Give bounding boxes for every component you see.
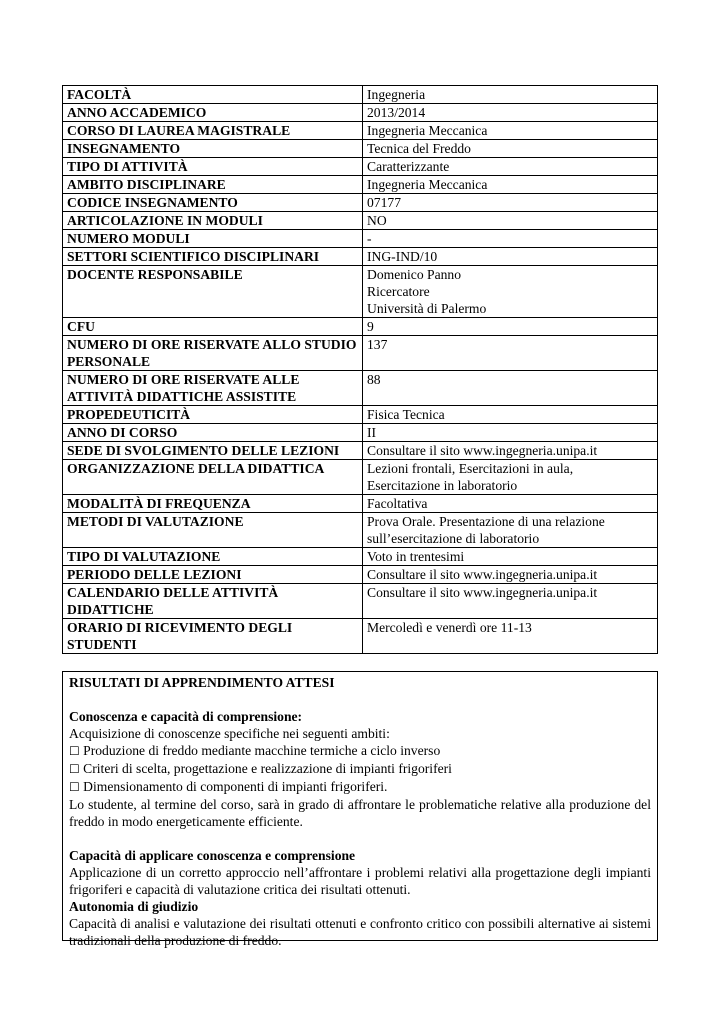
field-label: CODICE INSEGNAMENTO	[63, 194, 363, 212]
field-label: SETTORI SCIENTIFICO DISCIPLINARI	[63, 248, 363, 266]
table-row	[63, 176, 658, 194]
field-label: FACOLTÀ	[63, 86, 363, 104]
application-text: Applicazione di un corretto approccio nell’affrontare i problemi relativi alla progettazione degli impianti frigoriferi e capacità di valutazione critica dei risultati ottenuti.	[69, 865, 651, 897]
knowledge-heading: Conoscenza e capacità di comprensione:	[69, 709, 303, 724]
field-value	[363, 86, 658, 104]
table-row	[63, 619, 658, 654]
table-row	[63, 318, 658, 336]
field-label: ANNO ACCADEMICO	[63, 104, 363, 122]
field-value	[363, 406, 658, 424]
field-value	[363, 619, 658, 654]
table-row	[63, 548, 658, 566]
field-label: CALENDARIO DELLE ATTIVITÀ DIDATTICHE	[63, 584, 363, 619]
field-value-line: -	[367, 231, 372, 246]
field-value	[363, 266, 658, 318]
field-value	[363, 548, 658, 566]
field-value-line: NO	[367, 213, 387, 228]
field-value	[363, 495, 658, 513]
field-value	[363, 122, 658, 140]
field-value-line: Prova Orale. Presentazione di una relazione	[367, 514, 605, 529]
spacer	[69, 830, 651, 847]
field-label: ORGANIZZAZIONE DELLA DIDATTICA	[63, 460, 363, 495]
field-label: PROPEDEUTICITÀ	[63, 406, 363, 424]
field-value-line: 9	[367, 319, 374, 334]
table-row	[63, 212, 658, 230]
field-value	[363, 194, 658, 212]
field-value	[363, 230, 658, 248]
learning-outcomes-box	[62, 671, 658, 948]
field-value-line: Ingegneria Meccanica	[367, 177, 488, 192]
field-label: TIPO DI ATTIVITÀ	[63, 158, 363, 176]
judgement-heading: Autonomia di giudizio	[69, 899, 199, 914]
bullet-item	[69, 778, 651, 796]
table-row	[63, 442, 658, 460]
field-value-line: 07177	[367, 195, 401, 210]
field-label: TIPO DI VALUTAZIONE	[63, 548, 363, 566]
table-row	[63, 140, 658, 158]
field-value-line: Università di Palermo	[367, 301, 487, 316]
field-value-line: 137	[367, 337, 388, 352]
judgement-text: Capacità di analisi e valutazione dei risultati ottenuti e confronto critico con possibili alternative ai sistemi tradizionali della produzione di freddo.	[69, 916, 651, 948]
field-value	[363, 158, 658, 176]
table-row	[63, 194, 658, 212]
field-label: DOCENTE RESPONSABILE	[63, 266, 363, 318]
field-value	[363, 442, 658, 460]
field-label: PERIODO DELLE LEZIONI	[63, 566, 363, 584]
field-value	[363, 140, 658, 158]
field-value-line: Consultare il sito www.ingegneria.unipa.it	[367, 443, 598, 458]
table-row	[63, 584, 658, 619]
field-label: METODI DI VALUTAZIONE	[63, 513, 363, 548]
field-value-line: Ingegneria	[367, 87, 426, 102]
field-value-line: Ricercatore	[367, 284, 430, 299]
field-label: CORSO DI LAUREA MAGISTRALE	[63, 122, 363, 140]
field-value-line: Facoltativa	[367, 496, 428, 511]
field-value	[363, 104, 658, 122]
table-row	[63, 460, 658, 495]
bullet-item	[69, 760, 651, 778]
field-label: NUMERO MODULI	[63, 230, 363, 248]
field-value-line: 2013/2014	[367, 105, 426, 120]
field-value-line: Tecnica del Freddo	[367, 141, 471, 156]
field-label: INSEGNAMENTO	[63, 140, 363, 158]
field-value	[363, 318, 658, 336]
field-value-line: ING-IND/10	[367, 249, 438, 264]
field-value-line: Ingegneria Meccanica	[367, 123, 488, 138]
field-value-line: Consultare il sito www.ingegneria.unipa.it	[367, 567, 598, 582]
field-label: MODALITÀ DI FREQUENZA	[63, 495, 363, 513]
table-row	[63, 566, 658, 584]
table-row	[63, 495, 658, 513]
field-value-line: 88	[367, 372, 381, 387]
learning-outcomes-title: RISULTATI DI APPRENDIMENTO ATTESI	[69, 675, 335, 690]
table-row	[63, 248, 658, 266]
field-label: ANNO DI CORSO	[63, 424, 363, 442]
table-row	[63, 336, 658, 371]
field-value	[363, 584, 658, 619]
bullet-text: Criteri di scelta, progettazione e realizzazione di impianti frigoriferi	[83, 761, 452, 776]
table-row	[63, 424, 658, 442]
field-value-line: Esercitazione in laboratorio	[367, 478, 518, 493]
field-value-line: Consultare il sito www.ingegneria.unipa.it	[367, 585, 598, 600]
field-value-line: Caratterizzante	[367, 159, 450, 174]
field-label: ORARIO DI RICEVIMENTO DEGLI STUDENTI	[63, 619, 363, 654]
field-label: CFU	[63, 318, 363, 336]
course-info-table	[62, 85, 658, 654]
field-label: AMBITO DISCIPLINARE	[63, 176, 363, 194]
field-label: NUMERO DI ORE RISERVATE ALLE ATTIVITÀ DIDATTICHE ASSISTITE	[63, 371, 363, 406]
field-label: SEDE DI SVOLGIMENTO DELLE LEZIONI	[63, 442, 363, 460]
field-value	[363, 424, 658, 442]
field-value-line: Lezioni frontali, Esercitazioni in aula,	[367, 461, 574, 476]
field-value	[363, 336, 658, 371]
checkbox-icon: ☐	[69, 780, 80, 794]
table-row	[63, 104, 658, 122]
field-value-line: Fisica Tecnica	[367, 407, 445, 422]
table-row	[63, 371, 658, 406]
field-value-line: Domenico Panno	[367, 267, 462, 282]
field-value	[363, 566, 658, 584]
table-row	[63, 122, 658, 140]
knowledge-summary: Lo studente, al termine del corso, sarà in grado di affrontare le problematiche relative alla produzione del freddo in modo energeticamente efficiente.	[69, 797, 651, 829]
bullet-text: Dimensionamento di componenti di impianti frigoriferi.	[83, 779, 388, 794]
field-label: ARTICOLAZIONE IN MODULI	[63, 212, 363, 230]
checkbox-icon: ☐	[69, 762, 80, 776]
table-row	[63, 266, 658, 318]
course-info-body	[63, 86, 658, 654]
table-row	[63, 513, 658, 548]
field-value	[363, 248, 658, 266]
checkbox-icon: ☐	[69, 744, 80, 758]
field-value-line: II	[367, 425, 377, 440]
field-value	[363, 371, 658, 406]
bullet-item	[69, 742, 651, 760]
bullet-text: Produzione di freddo mediante macchine termiche a ciclo inverso	[83, 743, 441, 758]
table-row	[63, 230, 658, 248]
field-value	[363, 212, 658, 230]
field-value-line: Voto in trentesimi	[367, 549, 465, 564]
application-heading: Capacità di applicare conoscenza e comprensione	[69, 848, 356, 863]
field-label: NUMERO DI ORE RISERVATE ALLO STUDIO PERSONALE	[63, 336, 363, 371]
field-value	[363, 460, 658, 495]
field-value	[363, 513, 658, 548]
knowledge-intro: Acquisizione di conoscenze specifiche nei seguenti ambiti:	[69, 726, 390, 741]
field-value	[363, 176, 658, 194]
field-value-line: sull’esercitazione di laboratorio	[367, 531, 540, 546]
table-row	[63, 86, 658, 104]
table-row	[63, 158, 658, 176]
table-row	[63, 406, 658, 424]
spacer	[69, 691, 651, 708]
field-value-line: Mercoledì e venerdì ore 11-13	[367, 620, 532, 635]
